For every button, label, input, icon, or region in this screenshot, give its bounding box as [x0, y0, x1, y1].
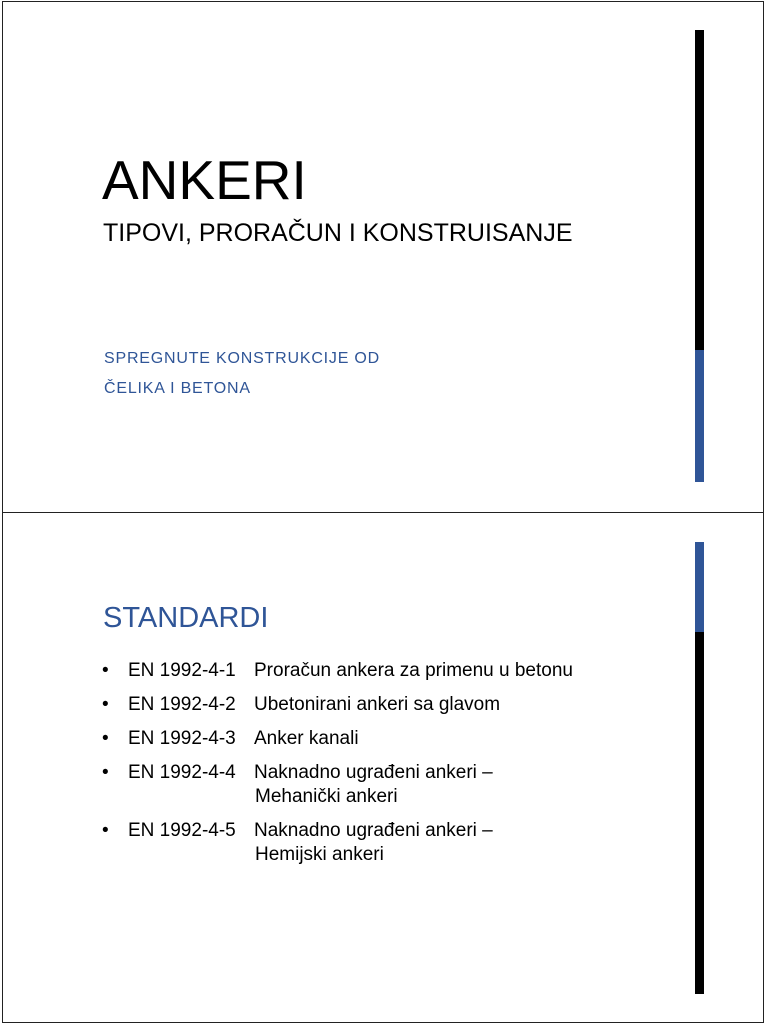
slide-standards	[2, 512, 764, 1023]
bullet-icon: •	[102, 820, 109, 841]
bullet-icon: •	[102, 762, 109, 783]
bullet-icon: •	[102, 728, 109, 749]
bullet-icon: •	[102, 694, 109, 715]
caption-line-1: SPREGNUTE KONSTRUKCIJE OD	[104, 350, 381, 367]
standard-text: Proračun ankera za primenu u betonu	[254, 660, 573, 681]
caption-line-2: ČELIKA I BETONA	[104, 380, 251, 397]
standard-code: EN 1992-4-4	[128, 762, 236, 783]
standard-text: Naknadno ugrađeni ankeri –	[254, 762, 493, 783]
standard-code: EN 1992-4-1	[128, 660, 236, 681]
bullet-icon: •	[102, 660, 109, 681]
standard-text-continuation: Hemijski ankeri	[255, 844, 384, 865]
accent-bar-black	[695, 30, 704, 350]
standard-text: Ubetonirani ankeri sa glavom	[254, 694, 501, 715]
standard-code: EN 1992-4-5	[128, 820, 236, 841]
list-item	[102, 761, 573, 809]
list-item	[102, 659, 573, 683]
accent-bar-black	[695, 632, 704, 994]
standard-text: Naknadno ugrađeni ankeri –	[254, 820, 493, 841]
section-heading: STANDARDI	[103, 602, 269, 634]
standard-code: EN 1992-4-3	[128, 728, 236, 749]
list-item	[102, 727, 573, 751]
standard-text: Anker kanali	[254, 728, 359, 749]
slide-subtitle: TIPOVI, PRORAČUN I KONSTRUISANJE	[103, 219, 573, 247]
slide-title	[2, 1, 764, 513]
standards-list	[102, 659, 573, 867]
list-item	[102, 693, 573, 717]
slide-title-text: ANKERI	[102, 149, 307, 211]
accent-bar-blue	[695, 542, 704, 632]
standard-code: EN 1992-4-2	[128, 694, 236, 715]
list-item	[102, 819, 573, 867]
accent-bar-blue	[695, 350, 704, 482]
standard-text-continuation: Mehanički ankeri	[255, 786, 398, 807]
